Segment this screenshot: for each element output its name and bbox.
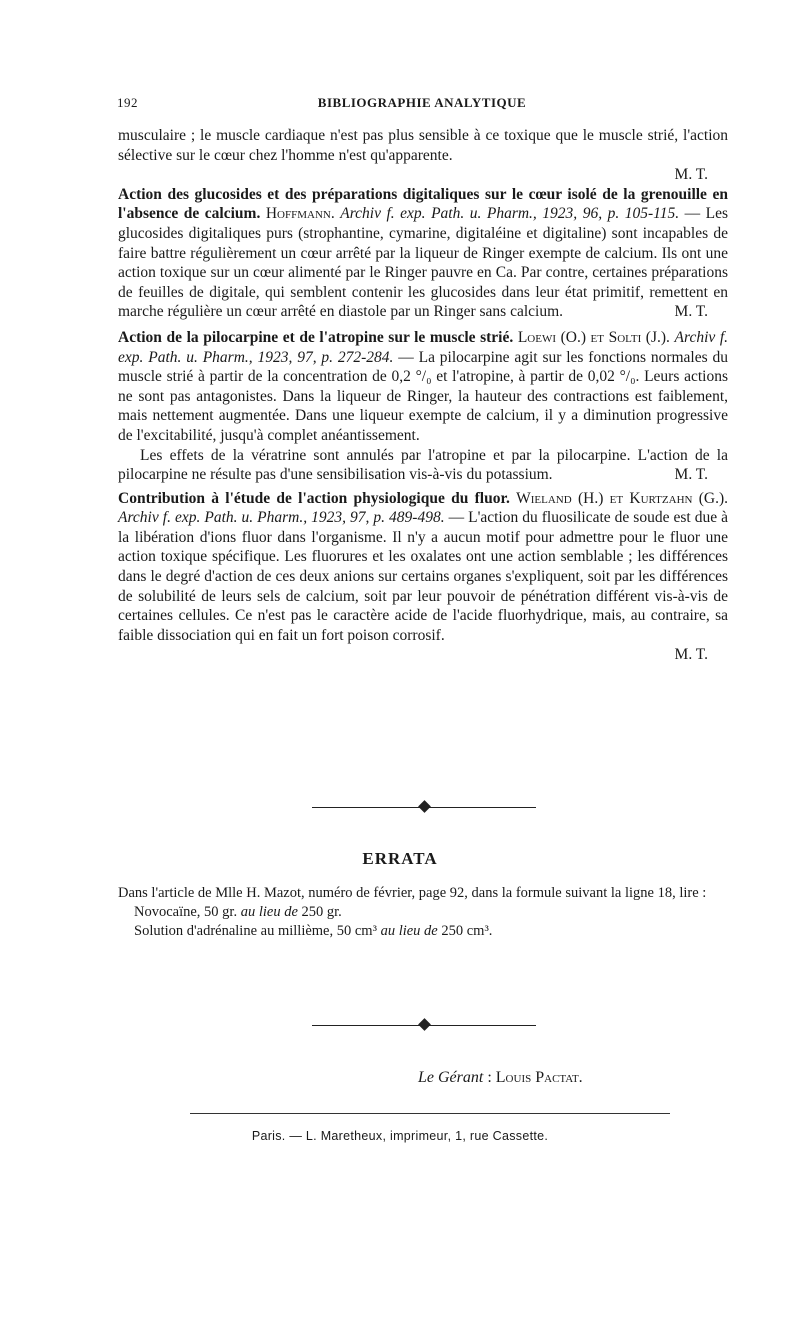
article-3-authors: Wieland (H.) et Kurtzahn (G.). (516, 489, 729, 507)
article-1 (118, 185, 728, 322)
article-1-text: — Les glucosides digitaliques purs (strophantine, cymarine, digitaléine et digitaline) sont incapables de faire battre régulièrement un cœur arrêté par la liqueur de Ringer exempte de calcium. Ils ont une action toxique sur un cœur alimenté par le Ringer pauvre en Ca. Par contre, certaines préparations de feuilles de digitale, qui semblent contenir les glucosides dans leur état primitif, remettent en marche régulière un cœur arrêté en diastole par un Ringer sans calcium. (118, 205, 729, 321)
errata-line-1 (134, 903, 728, 922)
article-3-title: Contribution à l'étude de l'action physiologique du fluor. (118, 489, 510, 507)
errata-line-2 (134, 922, 728, 941)
article-3-signature: M. T. (674, 646, 708, 664)
continuation-signature: M. T. (674, 166, 708, 184)
article-2 (118, 328, 728, 446)
article-2-citation: Archiv f. exp. Path. u. Pharm., 1923, 97, p. 272-284. (118, 328, 729, 366)
article-2-authors: Loewi (O.) et Solti (J.). (517, 328, 670, 346)
continuation-paragraph: musculaire ; le muscle cardiaque n'est pas plus sensible à ce toxique que le muscle strié, l'action sélective sur le cœur chez l'homme n'est qu'apparente. (118, 127, 728, 164)
article-2-text-1: — La pilocarpine agit sur les fonctions normales du muscle strié à partir de la concentration de 0,2 °/₀ et l'atropine, à partir de 0,02 °/₀. Leurs actions ne sont pas antagonistes. Dans la liqueur de Ringer, la hauteur des contractions est faiblement, mais nettement augmentée. Dans une liqueur exempte de calcium, il y a diminution progressive de l'excitabilité, jusqu'à complet anéantissement. (118, 348, 728, 444)
body-text (118, 126, 728, 665)
gerant-separator: : (487, 1069, 492, 1086)
errata-title: ERRATA (362, 849, 438, 868)
errata-line-2-end: 250 cm³. (441, 923, 493, 939)
errata-body (118, 884, 728, 941)
errata-intro: Dans l'article de Mlle H. Mazot, numéro de février, page 92, dans la formule suivant la ligne 18, lire : (118, 885, 707, 901)
article-3-citation: Archiv f. exp. Path. u. Pharm., 1923, 97, p. 489-498. (118, 509, 445, 527)
gerant-line (418, 1069, 738, 1087)
article-3-text: — L'action du fluosilicate de soude est due à la libération d'ions fluor dans l'organisme. Il n'y a aucun motif pour admettre pour le fluor une action toxique spécifique. Les fluorures et les oxalates ont une action semblable ; les différences dans le degré d'action de ces deux anions sur certains organes s'expliquent, soit par les différences de solubilité de leurs sels de calcium, soit par leur pouvoir de pénétration différent vis-à-vis de certaines cellules. Ce n'est pas le caractère acide de l'acide fluorhydrique, mais, au contraire, sa faible dissociation qui en fait un fort poison corrosif. (118, 509, 728, 644)
article-2-paragraph-2 (118, 446, 728, 485)
errata-line-1-note: au lieu de (240, 904, 298, 920)
gerant-name: Louis Pactat. (495, 1069, 583, 1086)
running-title: BIBLIOGRAPHIE ANALYTIQUE (317, 95, 527, 110)
errata-line-1-main: Novocaïne, 50 gr. (134, 904, 238, 920)
errata-line-1-end: 250 gr. (301, 904, 342, 920)
article-2-text-2: Les effets de la vératrine sont annulés par l'atropine et par la pilocarpine. L'action de la pilocarpine ne résulte pas d'une sensibilisation vis-à-vis du potassium. (118, 446, 728, 484)
imprint-line: Paris. — L. Maretheux, imprimeur, 1, rue Cassette. (251, 1129, 549, 1143)
gerant-label: Le Gérant (418, 1069, 484, 1086)
article-1-citation: Archiv f. exp. Path. u. Pharm., 1923, 96, p. 105-115. (340, 205, 680, 223)
article-1-title: Action des glucosides et des préparations digitaliques sur le cœur isolé de la grenouille en l'absence de calcium. (118, 185, 728, 223)
ornament-diamond-1 (418, 800, 431, 813)
page-number: 192 (117, 95, 138, 110)
article-1-signature: M. T. (674, 303, 708, 321)
errata-line-2-note: au lieu de (380, 923, 438, 939)
footer-rule (190, 1113, 670, 1114)
running-head (117, 95, 727, 115)
article-2-signature: M. T. (674, 466, 708, 484)
article-2-title: Action de la pilocarpine et de l'atropine sur le muscle strié. (118, 328, 514, 346)
article-3 (118, 489, 728, 646)
ornament-diamond-2 (418, 1018, 431, 1031)
article-1-authors: Hoffmann. (265, 205, 335, 223)
errata-line-2-main: Solution d'adrénaline au millième, 50 cm³ (134, 923, 377, 939)
